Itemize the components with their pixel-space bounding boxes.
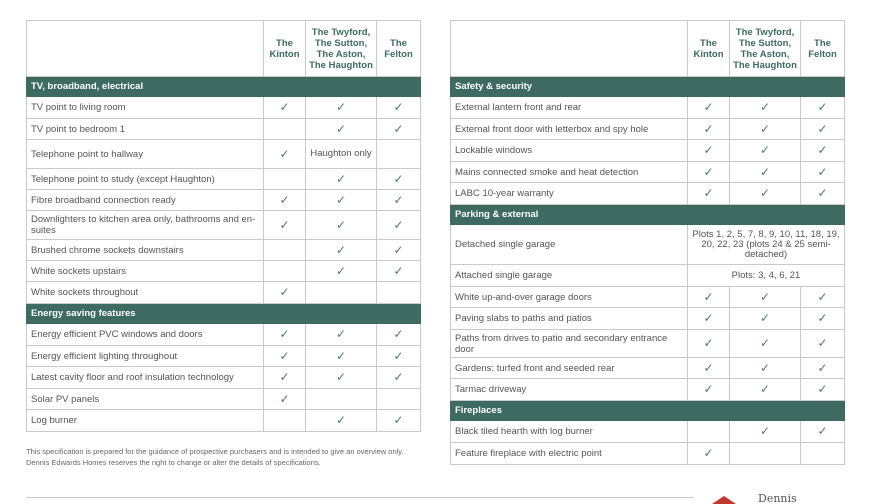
check-icon: ✓ [377, 261, 421, 282]
check-icon: ✓ [688, 330, 730, 358]
section-row [451, 205, 845, 225]
check-icon: ✓ [264, 282, 306, 304]
check-icon: ✓ [730, 330, 801, 358]
check-icon: ✓ [730, 421, 801, 443]
table-row [27, 119, 421, 140]
row-label: LABC 10-year warranty [451, 183, 688, 205]
empty-cell [306, 282, 377, 304]
header-blank [27, 21, 264, 77]
check-icon: ✓ [306, 261, 377, 282]
check-icon: ✓ [730, 379, 801, 401]
section-parking: Parking & external [451, 205, 845, 225]
check-icon: ✓ [730, 183, 801, 205]
col-felton: The Felton [801, 21, 845, 77]
empty-cell [688, 421, 730, 443]
check-icon: ✓ [688, 183, 730, 205]
row-label: Downlighters to kitchen area only, bathrooms and en-suites [27, 211, 264, 240]
table-row [451, 308, 845, 330]
row-label: Lockable windows [451, 140, 688, 162]
check-icon: ✓ [730, 119, 801, 140]
row-label: Solar PV panels [27, 389, 264, 410]
check-icon: ✓ [730, 140, 801, 162]
empty-cell [377, 282, 421, 304]
header-row [451, 21, 845, 77]
table-row [27, 240, 421, 261]
empty-cell [801, 443, 845, 465]
check-icon: ✓ [306, 324, 377, 346]
table-row [451, 162, 845, 183]
col-kinton: The Kinton [264, 21, 306, 77]
col-middle: The Twyford, The Sutton, The Aston, The Haughton [306, 21, 377, 77]
check-icon: ✓ [688, 379, 730, 401]
col-kinton: The Kinton [688, 21, 730, 77]
check-icon: ✓ [264, 367, 306, 389]
check-icon: ✓ [264, 389, 306, 410]
haughton-only-note: Haughton only [306, 140, 377, 169]
spec-table-right [450, 20, 845, 465]
spec-table-left [26, 20, 421, 432]
check-icon: ✓ [801, 183, 845, 205]
section-safety: Safety & security [451, 77, 845, 97]
check-icon: ✓ [688, 140, 730, 162]
check-icon: ✓ [377, 119, 421, 140]
row-label: Energy efficient PVC windows and doors [27, 324, 264, 346]
empty-cell [264, 410, 306, 432]
check-icon: ✓ [377, 367, 421, 389]
table-row [27, 140, 421, 169]
section-tv: TV, broadband, electrical [27, 77, 421, 97]
check-icon: ✓ [306, 169, 377, 190]
check-icon: ✓ [377, 240, 421, 261]
check-icon: ✓ [264, 211, 306, 240]
check-icon: ✓ [377, 346, 421, 367]
check-icon: ✓ [688, 443, 730, 465]
row-label: White up-and-over garage doors [451, 287, 688, 308]
check-icon: ✓ [377, 169, 421, 190]
section-row [27, 304, 421, 324]
check-icon: ✓ [306, 240, 377, 261]
check-icon: ✓ [801, 140, 845, 162]
table-row [451, 421, 845, 443]
check-icon: ✓ [688, 162, 730, 183]
row-label: Tarmac driveway [451, 379, 688, 401]
row-label: Mains connected smoke and heat detection [451, 162, 688, 183]
row-label: Latest cavity floor and roof insulation technology [27, 367, 264, 389]
check-icon: ✓ [688, 308, 730, 330]
table-row [451, 225, 845, 265]
check-icon: ✓ [377, 410, 421, 432]
disclaimer-footnote: This specification is prepared for the guidance of prospective purchasers and is intended to give an overview only. Dennis Edwards Homes reserves the right to change or alter the details of specifications. [26, 447, 404, 467]
check-icon: ✓ [801, 119, 845, 140]
check-icon: ✓ [730, 308, 801, 330]
empty-cell [377, 389, 421, 410]
row-label: Paths from drives to patio and secondary entrance door [451, 330, 688, 358]
roof-arrow-icon [712, 496, 736, 504]
section-fireplaces: Fireplaces [451, 401, 845, 421]
check-icon: ✓ [801, 358, 845, 379]
table-row [27, 410, 421, 432]
footer-divider [26, 497, 694, 498]
check-icon: ✓ [688, 97, 730, 119]
row-label: Attached single garage [451, 265, 688, 287]
table-row [451, 183, 845, 205]
check-icon: ✓ [377, 190, 421, 211]
check-icon: ✓ [377, 97, 421, 119]
table-row [27, 346, 421, 367]
row-label: TV point to living room [27, 97, 264, 119]
check-icon: ✓ [264, 190, 306, 211]
check-icon: ✓ [801, 308, 845, 330]
empty-cell [730, 443, 801, 465]
row-label: White sockets upstairs [27, 261, 264, 282]
section-row [27, 77, 421, 97]
check-icon: ✓ [306, 119, 377, 140]
row-label: External front door with letterbox and spy hole [451, 119, 688, 140]
table-row [451, 140, 845, 162]
check-icon: ✓ [801, 97, 845, 119]
empty-cell [306, 389, 377, 410]
row-label: Gardens: turfed front and seeded rear [451, 358, 688, 379]
check-icon: ✓ [730, 162, 801, 183]
brand-name: Dennis [758, 492, 797, 504]
table-row [451, 265, 845, 287]
table-row [451, 119, 845, 140]
check-icon: ✓ [306, 346, 377, 367]
col-felton: The Felton [377, 21, 421, 77]
detached-plots: Plots 1, 2, 5, 7, 8, 9, 10, 11, 18, 19, 20, 22, 23 (plots 24 & 25 semi-detached) [688, 225, 845, 265]
section-row [451, 77, 845, 97]
check-icon: ✓ [688, 287, 730, 308]
check-icon: ✓ [264, 140, 306, 169]
empty-cell [264, 119, 306, 140]
row-label: Feature fireplace with electric point [451, 443, 688, 465]
header-row [27, 21, 421, 77]
table-row [27, 190, 421, 211]
empty-cell [377, 140, 421, 169]
check-icon: ✓ [730, 287, 801, 308]
check-icon: ✓ [306, 211, 377, 240]
empty-cell [264, 169, 306, 190]
row-label: White sockets throughout [27, 282, 264, 304]
row-label: Telephone point to hallway [27, 140, 264, 169]
row-label: TV point to bedroom 1 [27, 119, 264, 140]
check-icon: ✓ [264, 346, 306, 367]
table-row [27, 211, 421, 240]
check-icon: ✓ [801, 421, 845, 443]
section-energy: Energy saving features [27, 304, 421, 324]
check-icon: ✓ [801, 330, 845, 358]
table-row [27, 324, 421, 346]
row-label: Energy efficient lighting throughout [27, 346, 264, 367]
table-row [27, 261, 421, 282]
check-icon: ✓ [730, 97, 801, 119]
row-label: External lantern front and rear [451, 97, 688, 119]
row-label: Brushed chrome sockets downstairs [27, 240, 264, 261]
table-row [451, 379, 845, 401]
table-row [451, 287, 845, 308]
table-row [27, 367, 421, 389]
check-icon: ✓ [264, 97, 306, 119]
check-icon: ✓ [306, 190, 377, 211]
row-label: Detached single garage [451, 225, 688, 265]
check-icon: ✓ [801, 162, 845, 183]
empty-cell [264, 240, 306, 261]
row-label: Paving slabs to paths and patios [451, 308, 688, 330]
row-label: Telephone point to study (except Haughton) [27, 169, 264, 190]
row-label: Fibre broadband connection ready [27, 190, 264, 211]
row-label: Log burner [27, 410, 264, 432]
brand-logo [712, 492, 832, 504]
check-icon: ✓ [730, 358, 801, 379]
table-row [451, 358, 845, 379]
table-row [451, 443, 845, 465]
table-row [27, 389, 421, 410]
table-row [451, 330, 845, 358]
check-icon: ✓ [264, 324, 306, 346]
table-row [27, 169, 421, 190]
table-row [27, 97, 421, 119]
table-row [27, 282, 421, 304]
row-label: Black tiled hearth with log burner [451, 421, 688, 443]
check-icon: ✓ [688, 119, 730, 140]
check-icon: ✓ [377, 211, 421, 240]
check-icon: ✓ [306, 97, 377, 119]
empty-cell [264, 261, 306, 282]
check-icon: ✓ [801, 379, 845, 401]
check-icon: ✓ [801, 287, 845, 308]
header-blank [451, 21, 688, 77]
check-icon: ✓ [688, 358, 730, 379]
check-icon: ✓ [306, 410, 377, 432]
check-icon: ✓ [377, 324, 421, 346]
table-row [451, 97, 845, 119]
col-middle: The Twyford, The Sutton, The Aston, The Haughton [730, 21, 801, 77]
attached-plots: Plots: 3, 4, 6, 21 [688, 265, 845, 287]
section-row [451, 401, 845, 421]
check-icon: ✓ [306, 367, 377, 389]
